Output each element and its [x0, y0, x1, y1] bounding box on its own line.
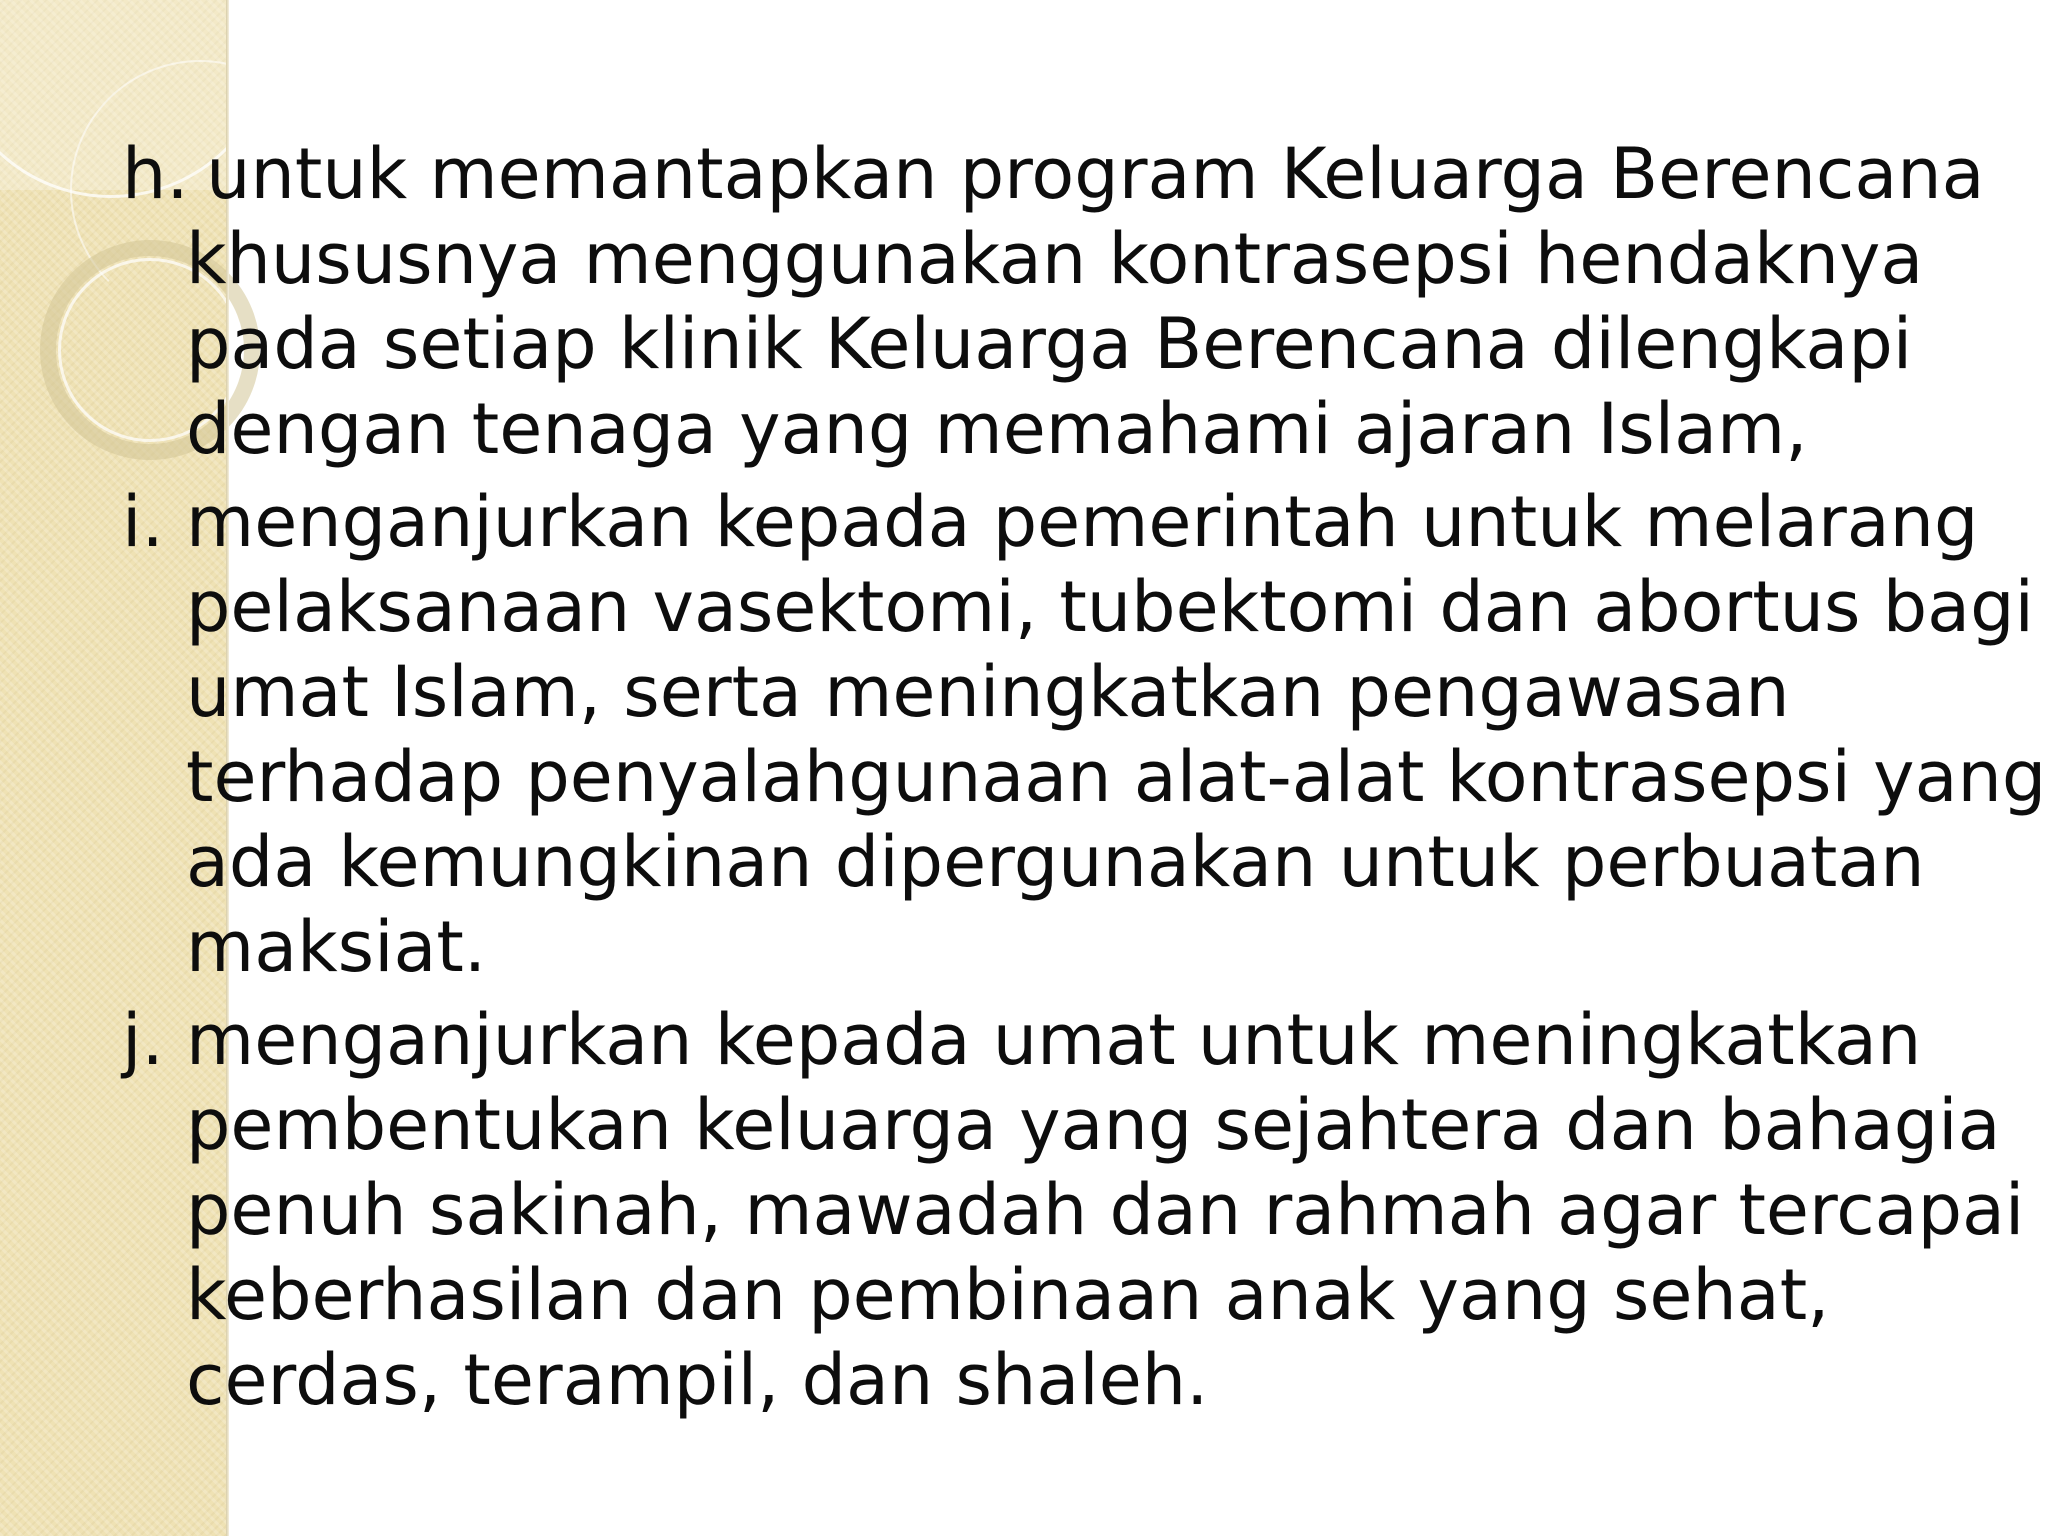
list-item-j [122, 998, 2025, 1423]
list-item-i [122, 480, 2047, 990]
list-item-line: khususnya menggunakan kontrasepsi hendaknya [186, 218, 1924, 300]
list-item-line: maksiat. [186, 906, 487, 988]
list-marker: j. [122, 999, 164, 1081]
list-item-line: keberhasilan dan pembinaan anak yang sehat, [186, 1254, 1830, 1336]
list-item-line: pembentukan keluarga yang sejahtera dan bahagia [186, 1084, 2001, 1166]
list-item-line: menganjurkan kepada pemerintah untuk melarang [186, 481, 1979, 563]
list-marker: i. [122, 481, 164, 563]
list-item-line: ada kemungkinan dipergunakan untuk perbuatan [186, 821, 1925, 903]
list-item-line: cerdas, terampil, dan shaleh. [186, 1339, 1209, 1421]
list-item-line: menganjurkan kepada umat untuk meningkatkan [186, 999, 1922, 1081]
list-item-text: untuk memantapkan program Keluarga Berencana [206, 133, 1985, 215]
list-item-line [122, 132, 1985, 217]
list-item-line: pelaksanaan vasektomi, tubektomi dan abortus bagi [186, 566, 2034, 648]
list-item-line: dengan tenaga yang memahami ajaran Islam, [186, 388, 1808, 470]
list-marker: h. [122, 133, 189, 215]
list-item-h [122, 132, 1985, 472]
list-item-line: terhadap penyalahgunaan alat-alat kontrasepsi yang [186, 736, 2047, 818]
list-item-line: penuh sakinah, mawadah dan rahmah agar tercapai [186, 1169, 2025, 1251]
list-item-line: pada setiap klinik Keluarga Berencana dilengkapi [186, 303, 1913, 385]
list-item-line: umat Islam, serta meningkatkan pengawasan [186, 651, 1790, 733]
slide-body [122, 132, 2047, 1431]
